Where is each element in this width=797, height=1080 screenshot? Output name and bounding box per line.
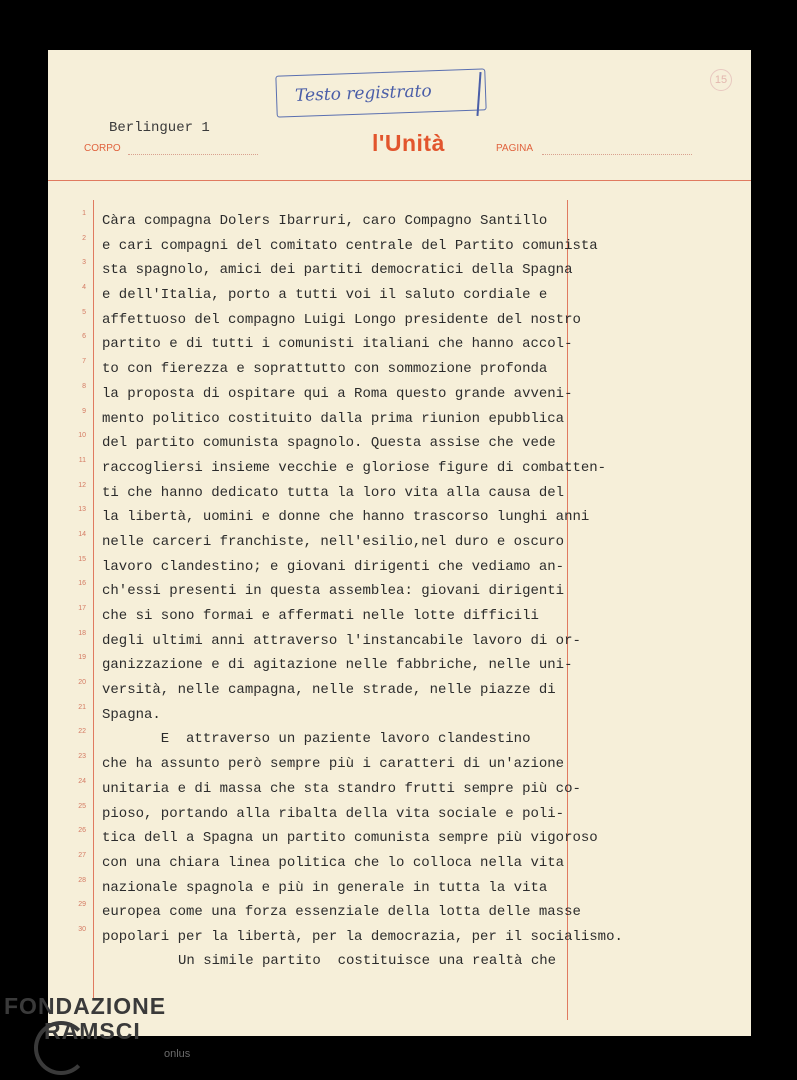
line-number: 8: [82, 382, 86, 390]
line-number: 21: [78, 703, 86, 711]
text-line: E attraverso un paziente lavoro clandestino: [102, 731, 531, 748]
line-number: 5: [82, 308, 86, 316]
text-line: affettuoso del compagno Luigi Longo presidente del nostro: [102, 311, 581, 328]
line-number: 23: [78, 753, 86, 761]
text-line: mento politico costituito dalla prima riunion epubblica: [102, 410, 565, 427]
text-line: la proposta di ospitare qui a Roma questo grande avveni-: [102, 385, 573, 402]
text-line: degli ultimi anni attraverso l'instancabile lavoro di or-: [102, 632, 581, 649]
text-line: ti che hanno dedicato tutta la loro vita alla causa del: [102, 484, 565, 501]
text-line: Càra compagna Dolers Ibarruri, caro Compagno Santillo: [102, 213, 548, 229]
left-margin-rule: [93, 200, 94, 998]
registered-text-stamp: Testo registrato: [275, 68, 486, 117]
line-number: 11: [78, 456, 86, 464]
text-line: pioso, portando alla ribalta della vita sociale e poli-: [102, 805, 565, 822]
text-line: che si sono formai e affermati nelle lotte difficili: [102, 608, 539, 624]
line-number: 7: [82, 358, 86, 366]
watermark-line-3: onlus: [164, 1048, 191, 1060]
line-number: 3: [82, 259, 86, 267]
line-number: 15: [78, 555, 86, 563]
corpo-label: CORPO: [84, 143, 121, 154]
line-number: 13: [78, 506, 86, 514]
line-number: 27: [78, 851, 86, 859]
line-number: 14: [78, 530, 86, 538]
watermark-line-2: RAMSCI: [44, 1018, 141, 1044]
text-line: to con fierezza e soprattutto con sommozione profonda: [102, 361, 548, 378]
text-line: con una chiara linea politica che lo colloca nella vita: [102, 854, 565, 871]
fondazione-gramsci-watermark: [4, 993, 191, 1060]
line-number: 17: [78, 605, 86, 612]
unita-logo: l'Unità: [372, 130, 445, 156]
text-line: unitaria e di massa che sta standro frutti sempre più co-: [102, 780, 581, 797]
text-line: e dell'Italia, porto a tutti voi il saluto cordiale e: [102, 287, 548, 304]
line-number: 19: [78, 654, 86, 662]
line-number: 26: [78, 827, 86, 835]
line-number: 6: [82, 333, 86, 341]
page-number-circle: 15: [710, 69, 732, 91]
text-line: la libertà, uomini e donne che hanno trascorso lunghi anni: [102, 509, 590, 526]
line-number: 28: [78, 876, 86, 884]
text-line: che ha assunto però sempre più i caratteri di un'azione: [102, 756, 565, 773]
text-line: sta spagnolo, amici dei partiti democratici della Spagna: [102, 262, 573, 279]
line-number: 2: [82, 234, 86, 242]
watermark-line-1: FONDAZIONE: [4, 993, 167, 1019]
text-line: nelle carceri franchiste, nell'esilio,nel duro e oscuro: [102, 533, 565, 550]
text-line: popolari per la libertà, per la democrazia, per il socialismo.: [102, 928, 623, 945]
text-line: nazionale spagnola e più in generale in tutta la vita: [102, 879, 548, 896]
line-number: 30: [78, 925, 86, 933]
line-number-column: [66, 202, 86, 943]
text-line: del partito comunista spagnolo. Questa assise che vede: [102, 435, 556, 452]
line-number: 10: [78, 432, 86, 440]
text-line: tica dell a Spagna un partito comunista sempre più vigoroso: [102, 830, 598, 847]
line-number: 1: [82, 210, 86, 217]
corpo-dotted-line: [128, 154, 258, 155]
pagina-label: PAGINA: [496, 143, 534, 154]
text-line: Spagna.: [102, 706, 161, 723]
text-line: e cari compagni del comitato centrale del Partito comunista: [102, 237, 598, 254]
typed-title: Berlinguer 1: [109, 120, 210, 136]
line-number: 24: [78, 777, 86, 785]
typed-body-text: [102, 209, 662, 950]
header-rule: [48, 180, 751, 181]
text-line: versità, nelle campagna, nelle strade, nelle piazze di: [102, 682, 556, 699]
line-number: 25: [78, 802, 86, 810]
line-number: 12: [78, 481, 86, 489]
text-line: raccogliersi insieme vecchie e gloriose figure di combatten-: [102, 459, 607, 476]
closing-line: Un simile partito costituisce una realtà che: [178, 953, 557, 969]
text-line: ganizzazione e di agitazione nelle fabbriche, nelle uni-: [102, 657, 573, 674]
line-number: 9: [82, 407, 86, 415]
line-number: 4: [82, 284, 86, 292]
document-page: [48, 50, 751, 1036]
line-number: 29: [78, 901, 86, 909]
line-number: 22: [78, 728, 86, 736]
line-number: 16: [78, 580, 86, 588]
pagina-dotted-line: [542, 154, 692, 155]
text-line: lavoro clandestino; e giovani dirigenti che vediamo an-: [102, 558, 565, 575]
text-line: partito e di tutti i comunisti italiani che hanno accol-: [102, 336, 573, 353]
line-number: 18: [78, 629, 86, 637]
text-line: ch'essi presenti in questa assemblea: giovani dirigenti: [102, 583, 565, 600]
text-line: europea come una forza essenziale della lotta delle masse: [102, 904, 581, 921]
line-number: 20: [78, 679, 86, 687]
